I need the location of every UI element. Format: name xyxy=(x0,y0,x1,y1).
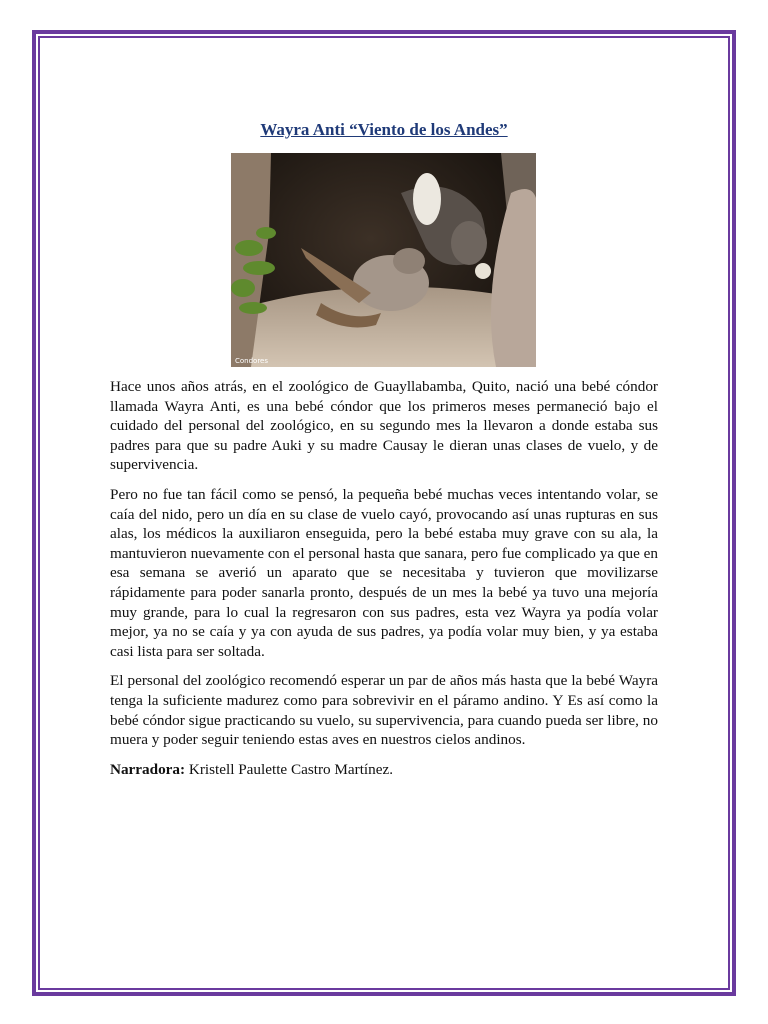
story-body xyxy=(110,377,658,789)
paragraph-2: Pero no fue tan fácil como se pensó, la pequeña bebé muchas veces intentando volar, se caía del nido, pero un día en su clase de vuelo cayó, provocando así unas rupturas en sus alas, los médicos la auxiliaron enseguida, pero la bebé estaba muy grave con su ala, la mantuvieron nuevamente con el personal hasta que sanara, pero fue complicado ya que en esa semana se averió un aparato que se necesitaba y tuvieron que movilizarse rápidamente para poder sanarla pronto, después de un mes la bebé ya tuvo una mejoría muy grande, para lo cual la regresaron con sus padres, esta vez Wayra ya podía volar mejor, ya no se caía y ya con ayuda de sus padres, ya podía volar muy bien, y ya estaba casi lista para ser soltada. xyxy=(110,485,658,660)
narrator-label: Narradora: xyxy=(110,760,186,778)
narrator-line xyxy=(110,760,658,780)
document-title: Wayra Anti “Viento de los Andes” xyxy=(260,120,508,139)
paragraph-3: El personal del zoológico recomendó esperar un par de años más hasta que la bebé Wayra tenga la suficiente madurez como para sobrevivir en el páramo andino. Y Es así como la bebé cóndor sigue practicando su vuelo, su supervivencia, para cuando pueda ser libre, no muera y poder seguir teniendo estas aves en nuestros cielos andinos. xyxy=(110,672,658,749)
photo-watermark: Condores xyxy=(235,357,269,365)
condor-photo xyxy=(231,153,536,367)
paragraph-1: Hace unos años atrás, en el zoológico de Guayllabamba, Quito, nació una bebé cóndor llamada Wayra Anti, es una bebé cóndor que los primeros meses permaneció bajo el cuidado del personal del zoológico, en su segundo mes la llevaron a donde estaba sus padres para que su padre Auki y su madre Causay le dieran unas clases de vuelo, y de supervivencia. xyxy=(110,378,658,474)
narrator-name: Kristell Paulette Castro Martínez. xyxy=(185,760,394,778)
